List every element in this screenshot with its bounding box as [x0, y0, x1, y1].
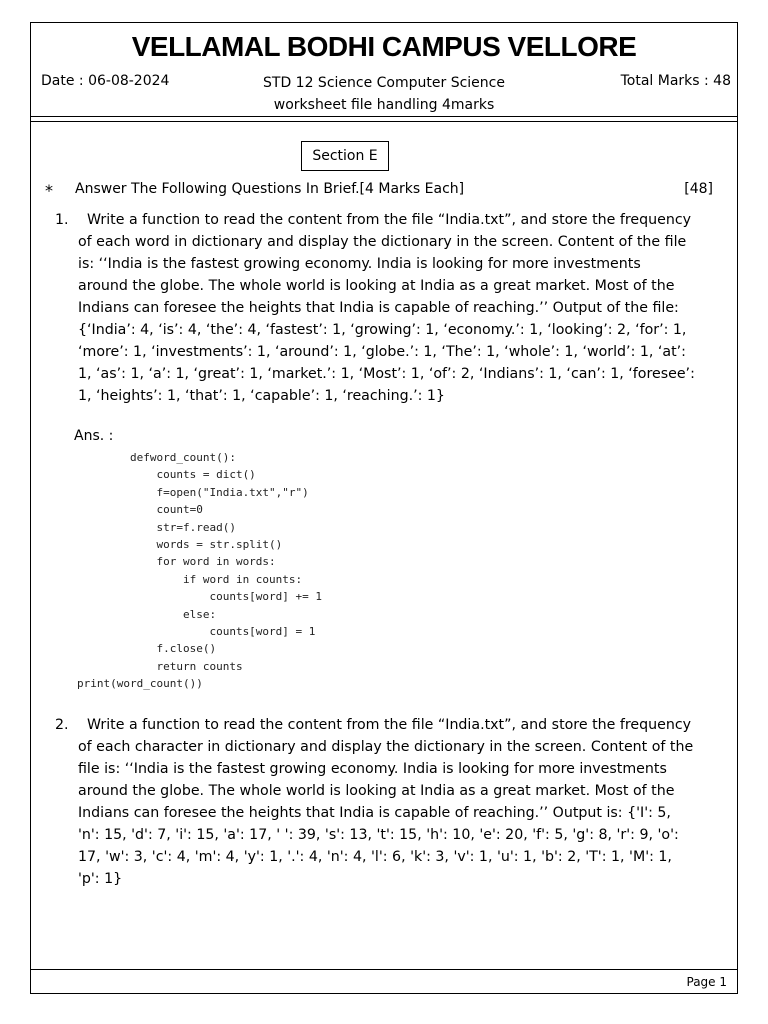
question-number: 1. — [55, 212, 69, 228]
question-text: Write a function to read the content from the file “India.txt”, and store the frequency of each word in dictionary and display the dictionary in the screen. Content of the file is: ‘‘India is the fastest growing economy. India is looking for more investments around the globe. The whole world is looking at India as a great market. Most of the Indians can foresee the heights that India is capable of reaching.’’ Output of the file: {‘India’: 4, ‘is’: 4, ‘the’: 4, ‘fastest’: 1, ‘growing’: 1, ‘economy.’: 1, ‘looking’: 2, ‘for’: 1, ‘more’: 1, ‘investments’: 1, ‘around’: 1, ‘globe.’: 1, ‘The’: 1, ‘whole’: 1, ‘world’: 1, ‘at’: 1, ‘as’: 1, ‘a’: 1, ‘great’: 1, ‘market.’: 1, ‘Most’: 1, ‘of’: 2, ‘Indians’: 1, ‘can’: 1, ‘foresee’: 1, ‘heights’: 1, ‘that’: 1, ‘capable’: 1, ‘reaching.’: 1} — [78, 212, 695, 404]
page-frame — [30, 22, 738, 994]
section-marks: [48] — [684, 181, 713, 197]
header-divider-top — [31, 116, 737, 117]
page-number: Page 1 — [686, 975, 727, 989]
total-marks: Total Marks : 48 — [620, 73, 731, 89]
question-1 — [55, 209, 695, 407]
header-divider-bottom — [31, 121, 737, 122]
instruction-text: Answer The Following Questions In Brief.[4 Marks Each] — [75, 181, 465, 197]
school-name: VELLAMAL BODHI CAMPUS VELLORE — [131, 31, 637, 62]
question-text: Write a function to read the content from the file “India.txt”, and store the frequency of each character in dictionary and display the dictionary in the screen. Content of the file is: ‘‘India is the fastest growing economy. India is looking for more investments around the globe. The whole world is looking at India as a great market. Most of the Indians can foresee the heights that India is capable of reaching.’’ Output is: {'I': 5, 'n': 15, 'd': 7, 'i': 15, 'a': 17, ' ': 39, 's': 13, 't': 15, 'h': 10, 'e': 20, 'f': 5, 'g': 8, 'r': 9, 'o': 17, 'w': 3, 'c': 4, 'm': 4, 'y': 1, '.': 4, 'n': 4, 'l': 6, 'k': 3, 'v': 1, 'u': 1, 'b': 2, 'T': 1, 'M': 1, 'p': 1} — [78, 717, 694, 887]
answer-label: Ans. : — [74, 428, 114, 444]
answer-code: defword_count(): counts = dict() f=open("India.txt","r") count=0 str=f.read() words = str.split() for word in words: if word in counts: counts[word] += 1 else: counts[word] = 1 f.close() return counts print(word_count()) — [77, 451, 323, 691]
subject-line-1: STD 12 Science Computer Science — [263, 75, 505, 91]
section-label: Section E — [301, 141, 389, 171]
subject-line-2: worksheet file handling 4marks — [273, 97, 495, 113]
question-2 — [55, 714, 695, 890]
bullet-icon: * — [45, 181, 53, 200]
footer-divider — [31, 969, 737, 970]
worksheet-date: Date : 06-08-2024 — [41, 73, 170, 89]
question-number: 2. — [55, 717, 69, 733]
